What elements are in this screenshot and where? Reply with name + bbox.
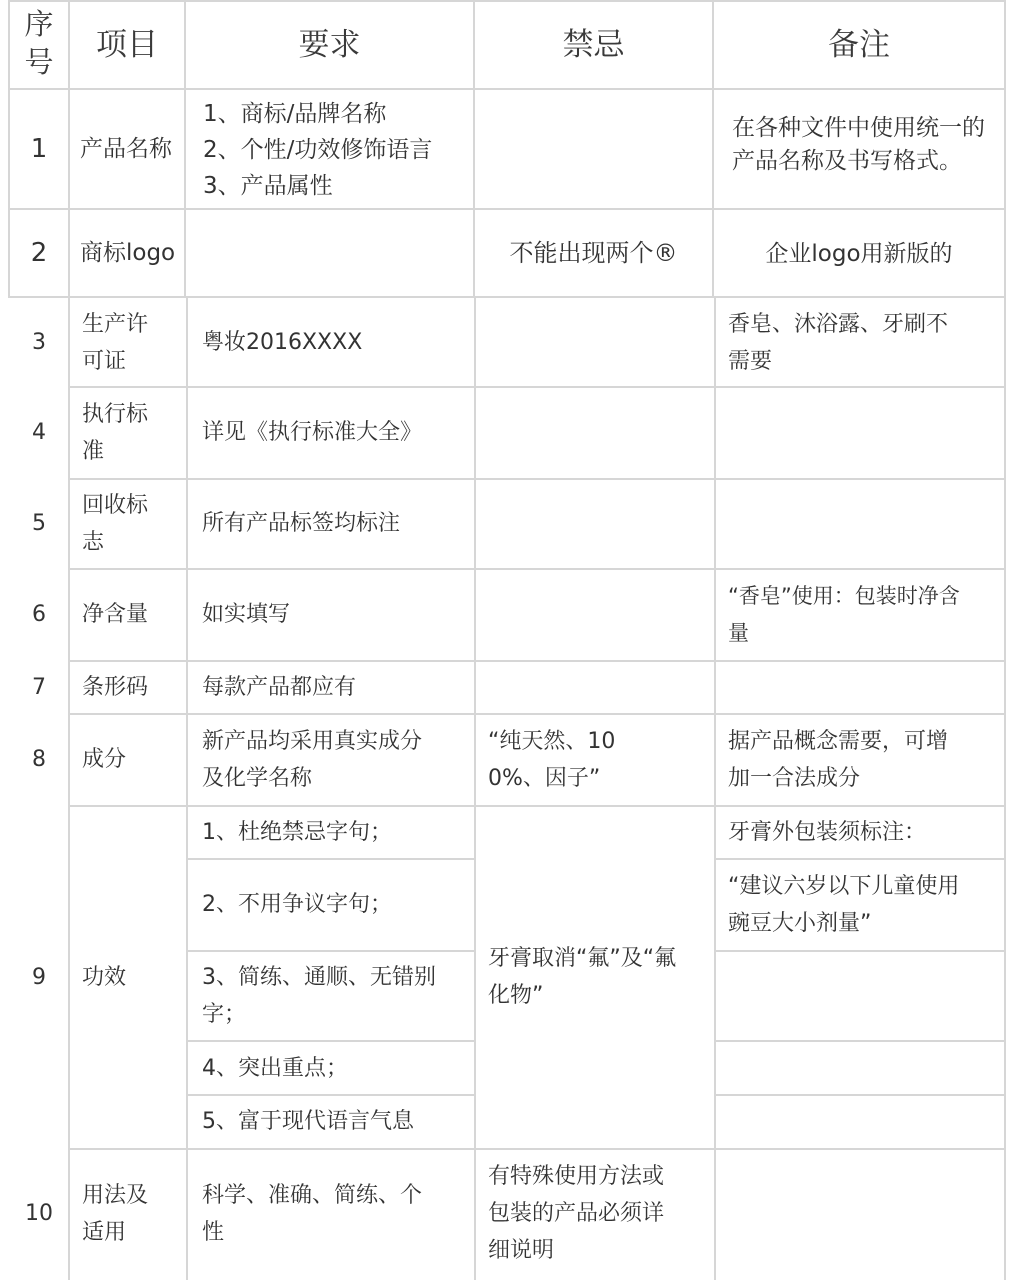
- grid-line: [714, 950, 1006, 952]
- row-item: 净含量: [82, 602, 149, 627]
- row-requirement-line: 5、富于现代语言气息: [202, 1109, 414, 1134]
- row-requirement-line: 3、简练、通顺、无错别 字；: [202, 965, 436, 1027]
- row-item: 生产许 可证: [82, 312, 149, 374]
- row-requirement: 新产品均采用真实成分 及化学名称: [202, 729, 423, 791]
- row-seq: 4: [32, 420, 46, 445]
- grid-line: [68, 386, 1006, 388]
- row-requirement: 所有产品标签均标注: [202, 511, 401, 536]
- grid-line: [8, 208, 1006, 210]
- grid-line: [1004, 0, 1006, 298]
- row-seq: 5: [32, 511, 46, 536]
- grid-line: [714, 1094, 1006, 1096]
- row-forbidden: 有特殊使用方法或 包装的产品必须详 细说明: [488, 1164, 665, 1263]
- row-requirement: 如实填写: [202, 602, 291, 627]
- row-note: 香皂、沐浴露、牙刷不 需要: [728, 312, 949, 374]
- row-note: 在各种文件中使用统一的 产品名称及书写格式。: [732, 115, 985, 174]
- row-requirement-line: 2、不用争议字句；: [202, 892, 392, 917]
- grid-line: [1004, 298, 1006, 1280]
- grid-line: [8, 88, 1006, 90]
- row-note: 企业logo用新版的: [765, 241, 953, 267]
- grid-line: [68, 805, 1006, 807]
- row-forbidden: “纯天然、10 0%、因子”: [488, 729, 616, 791]
- grid-line: [68, 568, 1006, 570]
- header-seq: 序 号: [24, 7, 54, 79]
- grid-line: [8, 296, 1006, 298]
- grid-line: [186, 1094, 476, 1096]
- row-requirement: 详见《执行标准大全》: [202, 420, 423, 445]
- row-note: 据产品概念需要，可增 加一合法成分: [728, 729, 949, 791]
- row-seq: 1: [30, 134, 48, 164]
- grid-line: [68, 713, 1006, 715]
- header-requirement: 要求: [298, 27, 361, 63]
- row-requirement: 粤妆2016XXXX: [202, 330, 363, 355]
- row-seq: 8: [32, 747, 46, 772]
- row-requirement: 科学、准确、简练、个 性: [202, 1183, 423, 1245]
- row-requirement: 1、商标/品牌名称 2、个性/功效修饰语言 3、产品属性: [203, 101, 433, 199]
- row-seq: 10: [25, 1201, 53, 1226]
- grid-line: [186, 1040, 476, 1042]
- row-seq: 2: [30, 238, 48, 268]
- header-item: 项目: [96, 27, 158, 63]
- row-item: 产品名称: [80, 136, 172, 162]
- header-note: 备注: [828, 27, 890, 63]
- grid-line: [186, 858, 476, 860]
- grid-line: [714, 1040, 1006, 1042]
- row-note: “香皂”使用：包装时净含 量: [728, 584, 960, 645]
- row-item: 条形码: [82, 675, 149, 700]
- row-note-line: 牙膏外包装须标注：: [728, 820, 927, 845]
- grid-line: [68, 298, 70, 1280]
- row-item: 回收标 志: [82, 493, 149, 555]
- row-seq: 9: [32, 965, 46, 990]
- grid-line: [474, 298, 476, 1280]
- grid-line: [186, 950, 476, 952]
- row-item: 商标logo: [80, 240, 176, 266]
- header-forbidden: 禁忌: [562, 27, 625, 63]
- row-seq: 7: [32, 675, 46, 700]
- row-item: 功效: [82, 965, 127, 990]
- row-item: 用法及 适用: [82, 1183, 149, 1245]
- grid-line: [8, 0, 1006, 2]
- row-requirement-line: 1、杜绝禁忌字句；: [202, 820, 392, 845]
- grid-line: [186, 298, 188, 1280]
- row-seq: 6: [32, 602, 46, 627]
- grid-line: [68, 1148, 1006, 1150]
- row-item: 成分: [82, 747, 127, 772]
- row-forbidden: 不能出现两个®: [509, 239, 678, 267]
- grid-line: [68, 478, 1006, 480]
- row-note-line: “建议六岁以下儿童使用 豌豆大小剂量”: [728, 874, 960, 936]
- grid-line: [714, 298, 716, 1280]
- row-requirement-line: 4、突出重点；: [202, 1056, 348, 1081]
- row-forbidden: 牙膏取消“氟”及“氟 化物”: [488, 946, 677, 1008]
- row-seq: 3: [32, 330, 46, 355]
- grid-line: [714, 858, 1006, 860]
- row-requirement: 每款产品都应有: [202, 675, 357, 700]
- grid-line: [68, 660, 1006, 662]
- row-item: 执行标 准: [82, 402, 149, 464]
